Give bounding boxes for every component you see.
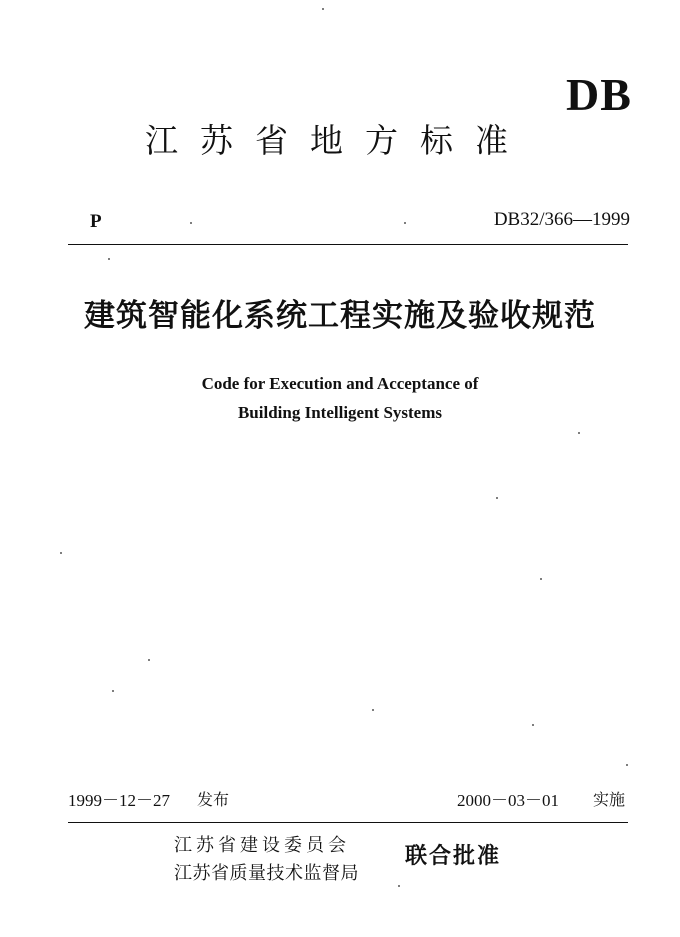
scan-speck <box>322 8 324 10</box>
scan-speck <box>60 552 62 554</box>
scan-speck <box>496 497 498 499</box>
category-code: P <box>90 211 102 232</box>
standard-type-title: 江苏省地方标准 <box>145 121 530 160</box>
issue-date: 1999－12－27 <box>68 791 170 810</box>
issuer-construction-commission: 江苏省建设委员会 <box>174 835 350 856</box>
english-title-line1: Code for Execution and Acceptance of <box>201 374 479 393</box>
chinese-title: 建筑智能化系统工程实施及验收规范 <box>84 298 596 334</box>
scan-speck <box>398 885 400 887</box>
scan-speck <box>540 578 542 580</box>
issuer-quality-bureau: 江苏省质量技术监督局 <box>174 863 359 884</box>
scan-speck <box>404 222 406 224</box>
scan-speck <box>108 258 110 260</box>
bottom-divider <box>68 822 628 823</box>
top-divider <box>68 244 628 245</box>
issue-label: 发布 <box>197 790 230 809</box>
scan-speck <box>578 432 580 434</box>
db-mark: DB <box>566 69 632 120</box>
scan-speck <box>626 764 628 766</box>
scan-speck <box>148 659 150 661</box>
implementation-date: 2000－03－01 <box>457 791 559 810</box>
joint-approval-label: 联合批准 <box>405 844 502 869</box>
scan-speck <box>372 709 374 711</box>
implementation-label: 实施 <box>593 790 626 809</box>
standard-number: DB32/366—1999 <box>493 209 630 230</box>
english-title-line2: Building Intelligent Systems <box>237 403 443 422</box>
scan-speck <box>190 222 192 224</box>
scan-speck <box>532 724 534 726</box>
scan-speck <box>112 690 114 692</box>
